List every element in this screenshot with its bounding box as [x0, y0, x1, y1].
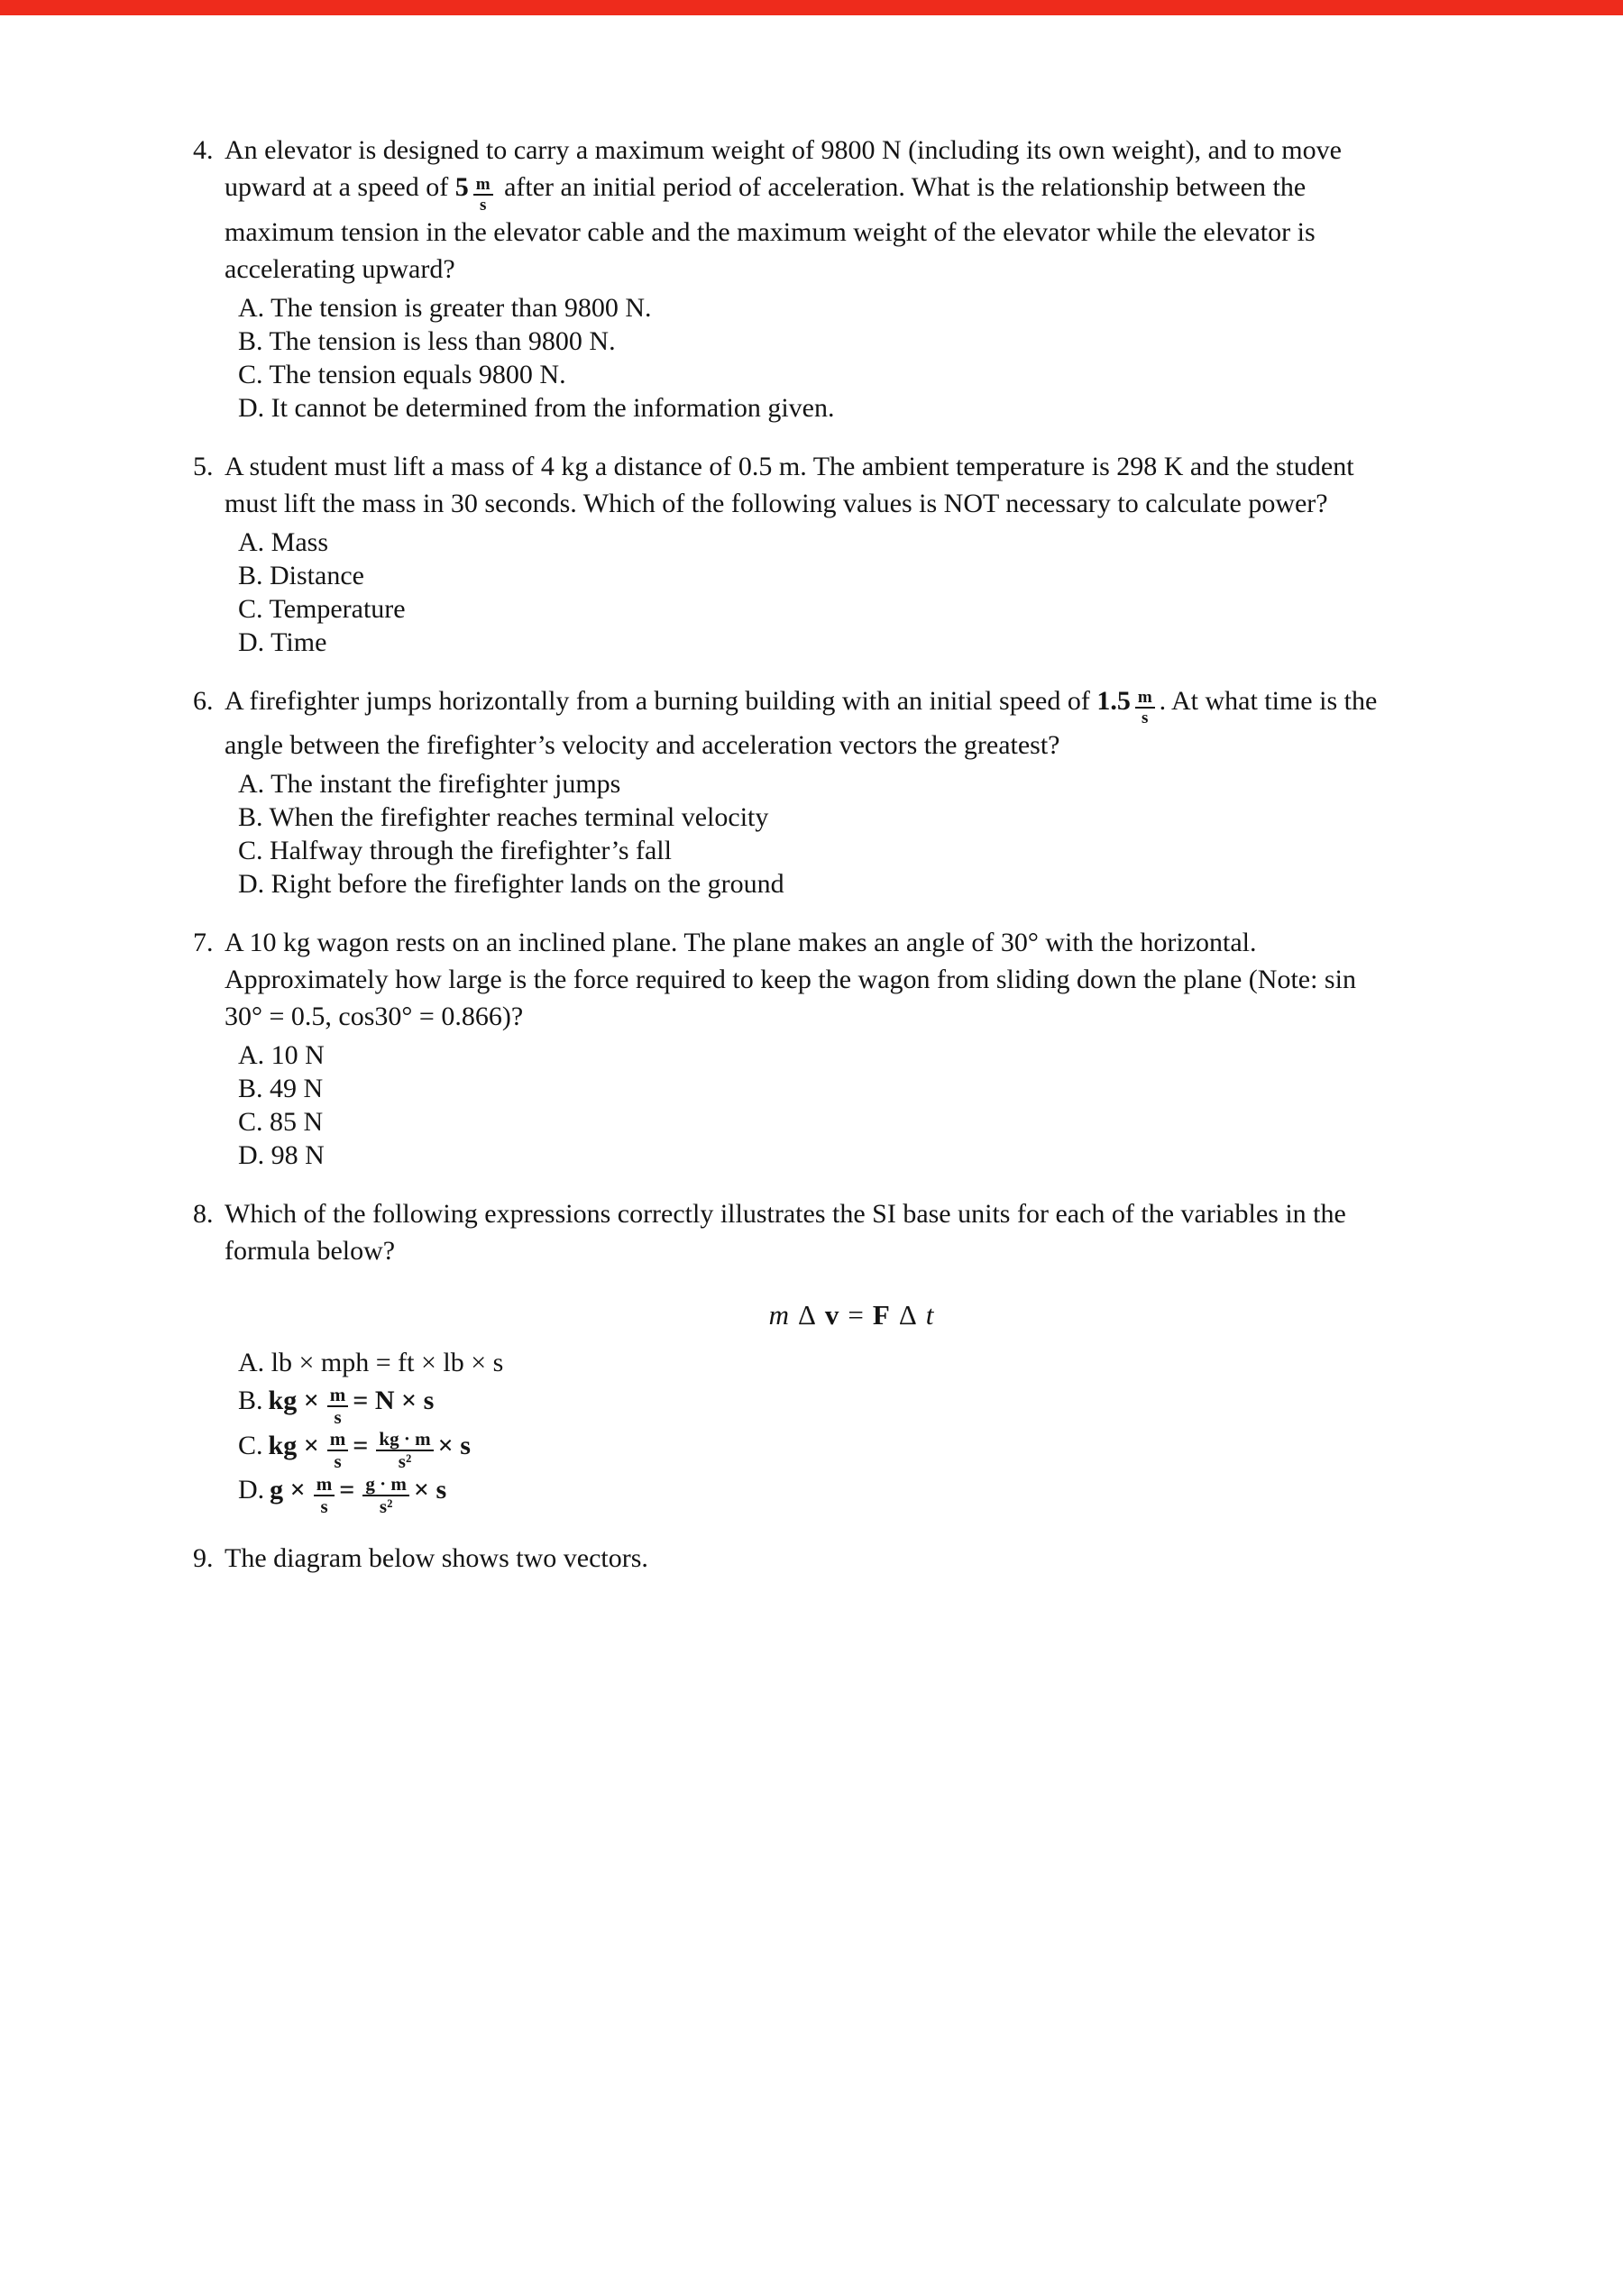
question-5-option-d: D. Time — [238, 627, 327, 657]
formula-delta-symbol: Δ — [898, 1299, 917, 1331]
question-6 — [193, 682, 1482, 901]
question-5-option-a: A. Mass — [238, 526, 329, 557]
math-segment: = — [339, 1475, 355, 1505]
fraction-denominator: s — [1142, 709, 1149, 728]
question-9 — [193, 1540, 1482, 1577]
question-9-line-1: The diagram below shows two vectors. — [225, 1542, 648, 1573]
formula-delta-symbol: Δ — [797, 1299, 816, 1331]
question-5-line-2: must lift the mass in 30 seconds. Which of the following values is NOT necessary to calculate power? — [225, 488, 1328, 518]
fraction-numerator: m — [327, 1430, 349, 1451]
kilogram-meter-per-second-squared-fraction — [376, 1430, 433, 1471]
fraction-numerator: kg · m — [376, 1430, 433, 1451]
question-7-option-a: A. 10 N — [238, 1040, 325, 1071]
math-segment: g × — [270, 1475, 306, 1505]
question-9-body — [225, 1540, 1437, 1577]
question-8-body — [225, 1195, 1437, 1516]
question-6-options — [238, 767, 1437, 901]
fraction-numerator: g · m — [362, 1475, 409, 1496]
question-9-number: 9. — [193, 1542, 214, 1573]
math-segment: = — [353, 1430, 369, 1460]
question-8-line-2: formula below? — [225, 1236, 396, 1267]
question-8-number: 8. — [193, 1199, 214, 1230]
gram-meter-per-second-squared-fraction — [362, 1472, 409, 1517]
question-4-line-2-post: after an initial period of acceleration. What is the relationship between the — [497, 172, 1307, 202]
meters-per-second-fraction — [1135, 689, 1155, 727]
fraction-numerator: m — [314, 1475, 335, 1496]
question-8-option-b — [238, 1382, 1437, 1427]
question-8-line-1: Which of the following expressions correctly illustrates the SI base units for each of the variables in the — [225, 1199, 1346, 1230]
question-6-line-2: angle between the firefighter’s velocity and acceleration vectors the greatest? — [225, 730, 1060, 761]
fraction-numerator: m — [473, 176, 493, 196]
formula-velocity-symbol: v — [824, 1299, 839, 1331]
questions-content — [193, 132, 1482, 1600]
question-4-number: 4. — [193, 135, 214, 165]
question-6-option-a: A. The instant the firefighter jumps — [238, 769, 621, 800]
question-5-line-1: A student must lift a mass of 4 kg a distance of 0.5 m. The ambient temperature is 298 K and the student — [225, 451, 1354, 481]
question-7-line-3: 30° = 0.5, cos30° = 0.866)? — [225, 1002, 524, 1032]
fraction-denominator: s — [320, 1495, 328, 1517]
top-red-bar — [0, 0, 1623, 15]
question-4-option-d: D. It cannot be determined from the information given. — [238, 392, 835, 423]
question-8-option-c — [238, 1427, 1437, 1472]
math-segment: kg × — [268, 1386, 319, 1416]
fraction-numerator: m — [1135, 689, 1155, 709]
meters-per-second-fraction — [327, 1430, 349, 1471]
question-4-option-a: A. The tension is greater than 9800 N. — [238, 292, 652, 323]
formula-force-symbol: F — [872, 1299, 890, 1331]
question-6-body — [225, 682, 1437, 901]
option-label: C. — [238, 1430, 263, 1460]
question-8-option-d — [238, 1471, 1437, 1516]
fraction-denominator: s² — [398, 1450, 412, 1473]
fraction-denominator: s² — [379, 1495, 393, 1517]
question-5-number: 5. — [193, 451, 214, 481]
speed-value: 1.5 — [1096, 685, 1131, 716]
question-4-line-3: maximum tension in the elevator cable and the maximum weight of the elevator while the elevator is — [225, 216, 1316, 247]
question-5-body — [225, 448, 1437, 659]
fraction-denominator: s — [479, 195, 487, 215]
math-segment: × s — [437, 1430, 471, 1460]
question-4-option-c: C. The tension equals 9800 N. — [238, 359, 566, 389]
question-6-option-b: B. When the firefighter reaches terminal velocity — [238, 802, 769, 833]
formula-mass-symbol: m — [768, 1299, 789, 1331]
question-7-body — [225, 924, 1437, 1172]
question-6-number: 6. — [193, 685, 214, 716]
question-4-line-4: accelerating upward? — [225, 253, 455, 284]
question-4-line-1: An elevator is designed to carry a maximum weight of 9800 N (including its own weight), and to move — [225, 135, 1342, 165]
math-segment: kg × — [268, 1430, 319, 1460]
meters-per-second-fraction — [314, 1472, 335, 1517]
question-6-line-1 — [225, 682, 1437, 727]
question-7 — [193, 924, 1482, 1172]
question-5-options — [238, 526, 1437, 659]
question-4-line-2 — [225, 169, 1437, 214]
question-7-option-c: C. 85 N — [238, 1107, 324, 1138]
question-4-line-2-pre: upward at a speed of — [225, 172, 455, 202]
formula-time-symbol: t — [925, 1299, 934, 1331]
question-8-options — [238, 1344, 1437, 1516]
question-7-number: 7. — [193, 928, 214, 958]
fraction-denominator: s — [334, 1405, 342, 1428]
question-7-option-b: B. 49 N — [238, 1074, 324, 1104]
math-segment: × s — [413, 1475, 447, 1505]
question-6-line-1-post: . At what time is the — [1159, 685, 1378, 716]
question-6-option-c: C. Halfway through the firefighter’s fall — [238, 836, 672, 866]
question-5 — [193, 448, 1482, 659]
question-5-option-c: C. Temperature — [238, 593, 406, 624]
option-label: D. — [238, 1475, 265, 1505]
formula-equals-sign: = — [848, 1299, 864, 1331]
impulse-momentum-formula — [225, 1296, 1437, 1333]
meters-per-second-fraction — [327, 1383, 349, 1428]
question-4-body — [225, 132, 1437, 425]
question-6-line-1-pre: A firefighter jumps horizontally from a burning building with an initial speed of — [225, 685, 1097, 716]
meters-per-second-fraction — [473, 176, 493, 214]
question-8-option-a: A. lb × mph = ft × lb × s — [238, 1348, 504, 1378]
option-label: B. — [238, 1386, 263, 1416]
question-4-options — [238, 291, 1437, 425]
question-7-line-1: A 10 kg wagon rests on an inclined plane. The plane makes an angle of 30° with the horizontal. — [225, 928, 1257, 958]
math-segment: = N × s — [353, 1386, 435, 1416]
question-4-option-b: B. The tension is less than 9800 N. — [238, 325, 616, 356]
question-4 — [193, 132, 1482, 425]
question-5-option-b: B. Distance — [238, 560, 364, 590]
question-6-option-d: D. Right before the firefighter lands on the ground — [238, 869, 784, 900]
question-7-line-2: Approximately how large is the force required to keep the wagon from sliding down the plane (Note: sin — [225, 965, 1356, 995]
question-7-option-d: D. 98 N — [238, 1140, 325, 1171]
speed-value: 5 — [454, 172, 469, 202]
question-7-options — [238, 1038, 1437, 1172]
fraction-denominator: s — [334, 1450, 342, 1473]
fraction-numerator: m — [327, 1386, 349, 1407]
question-8 — [193, 1195, 1482, 1516]
